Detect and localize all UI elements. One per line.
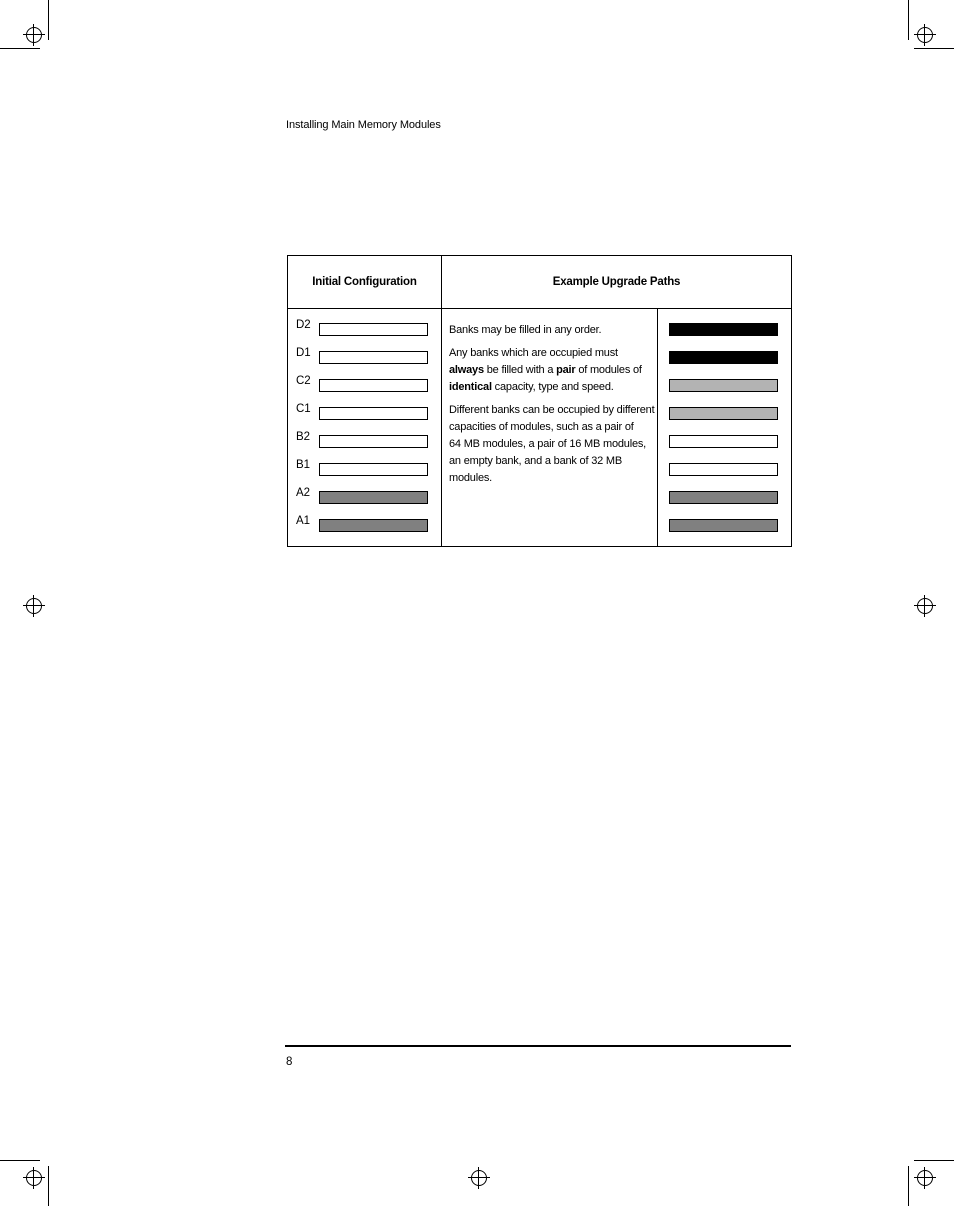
- bank-label: D2: [296, 319, 311, 331]
- note-text: Any banks which are occupied must: [449, 347, 618, 359]
- header-example-upgrade-paths: Example Upgrade Paths: [552, 276, 681, 288]
- initial-slot: [319, 379, 428, 392]
- note-pairs: [449, 345, 655, 396]
- note-different-capacities: [449, 402, 655, 487]
- registration-mark-icon: [914, 595, 936, 617]
- upgrade-slot: [669, 463, 778, 476]
- initial-slot: [319, 323, 428, 336]
- footer-rule: [285, 1045, 791, 1047]
- page-number: 8: [286, 1056, 293, 1068]
- note-text: Different banks can be occupied by different capacities of modules, such as a pair of: [449, 404, 655, 433]
- running-head: Installing Main Memory Modules: [286, 119, 441, 131]
- bank-label: C2: [296, 375, 311, 387]
- notes: [449, 322, 655, 493]
- bank-label: A1: [296, 515, 311, 527]
- note-emphasis: pair: [556, 364, 576, 376]
- initial-slot: [319, 491, 428, 504]
- note-text: of modules of: [575, 364, 642, 376]
- registration-mark-icon: [468, 1167, 490, 1189]
- note-emphasis: identical: [449, 381, 492, 393]
- initial-slot: [319, 407, 428, 420]
- note-fill-order: Banks may be filled in any order.: [449, 324, 602, 336]
- bank-label: B2: [296, 431, 311, 443]
- upgrade-slot: [669, 407, 778, 420]
- upgrade-slot: [669, 491, 778, 504]
- upgrade-slot: [669, 435, 778, 448]
- upgrade-slot: [669, 519, 778, 532]
- bank-label: C1: [296, 403, 311, 415]
- note-text: 64 MB modules, a pair of 16 MB modules, an empty bank, and a bank of 32 MB modules.: [449, 438, 647, 484]
- upgrade-slot: [669, 351, 778, 364]
- bank-label: D1: [296, 347, 311, 359]
- note-text: capacity, type and speed.: [491, 381, 614, 393]
- note-emphasis: always: [449, 364, 484, 376]
- registration-mark-icon: [23, 1167, 45, 1189]
- initial-slot: [319, 351, 428, 364]
- initial-slot: [319, 463, 428, 476]
- initial-slot: [319, 519, 428, 532]
- header-initial-configuration: Initial Configuration: [312, 276, 417, 288]
- upgrade-slot: [669, 323, 778, 336]
- column-divider: [657, 309, 658, 546]
- registration-mark-icon: [914, 1167, 936, 1189]
- registration-mark-icon: [914, 24, 936, 46]
- initial-slot: [319, 435, 428, 448]
- registration-mark-icon: [23, 24, 45, 46]
- bank-label: B1: [296, 459, 311, 471]
- note-text: be filled with a: [483, 364, 557, 376]
- bank-label: A2: [296, 487, 311, 499]
- upgrade-slot: [669, 379, 778, 392]
- registration-mark-icon: [23, 595, 45, 617]
- memory-bank-figure: [287, 255, 792, 547]
